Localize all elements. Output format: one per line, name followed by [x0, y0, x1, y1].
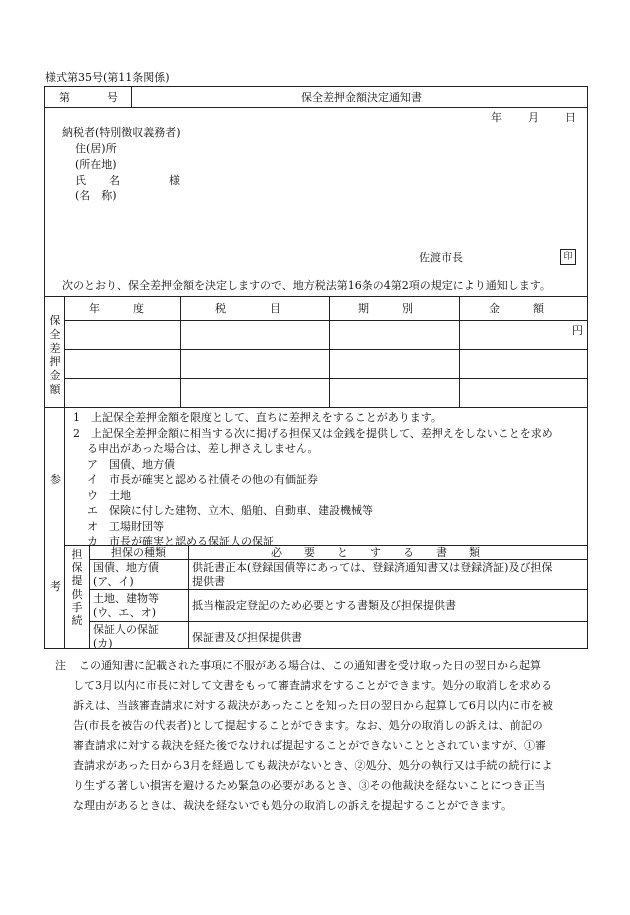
divider: [64, 378, 587, 379]
col-header-year: 年 度: [89, 302, 144, 315]
divider: [64, 349, 587, 350]
note-line: り生ずる著しい損害を避けるため緊急の必要があるとき、③その他裁決を経ないことにつき正当: [73, 779, 546, 792]
taxpayer-name-1: 氏: [75, 174, 86, 187]
notes-lead: 注: [55, 659, 66, 672]
intro-text: 次のとおり、保全差押金額を決定しますので、地方税法第16条の4第2項の規定により通知します。: [62, 279, 551, 292]
remarks-side-1: 参: [50, 473, 61, 486]
remarks-list: [73, 410, 553, 550]
remark-item: ウ 土地: [87, 488, 131, 502]
issuer-name: 佐渡市長: [419, 251, 463, 264]
proc-docs-3: 保証書及び担保提供書: [192, 631, 302, 644]
yen-unit: 円: [572, 324, 583, 337]
proc-type-2-codes: (ウ、エ、オ): [93, 606, 157, 619]
form-number: 様式第35号(第11条関係): [45, 71, 170, 84]
note-line: して3月以内に市長に対して文書をもって審査請求をすることができます。処分の取消しを求める: [73, 679, 553, 692]
divider: [45, 407, 587, 408]
col-header-period: 期 別: [358, 302, 413, 315]
divider: [64, 320, 587, 321]
remark-item: ア 国債、地方債: [87, 457, 175, 471]
remark-item: オ 工場財団等: [87, 519, 164, 533]
document-title: 保全差押金額決定通知書: [301, 91, 422, 104]
remark-item: 1 上記保全差押金額を限度として、直ちに差押えをすることがあります。: [73, 411, 442, 424]
proc-docs-2: 抵当権設定登記のため必要とする書類及び担保提供書: [192, 599, 456, 612]
date-year: 年: [491, 111, 502, 124]
proc-type-3-codes: (カ): [93, 637, 113, 650]
divider: [45, 107, 587, 108]
col-header-amount: 金 額: [489, 302, 544, 315]
divider: [131, 87, 132, 107]
divider: [89, 545, 90, 648]
remark-item: 2 上記保全差押金額に相当する次に掲げる担保又は金銭を提供して、差押えをしないことを求め: [73, 426, 553, 440]
date-day: 日: [565, 111, 576, 124]
proc-header-docs: 必 要 と す る 書 類: [271, 546, 480, 559]
taxpayer-address: 住(居)所: [75, 142, 117, 155]
divider: [64, 407, 65, 648]
taxpayer-title: (名 称): [75, 189, 117, 202]
number-label-second: 号: [107, 91, 118, 104]
seal-mark: 印: [560, 249, 576, 265]
divider: [89, 589, 587, 590]
proc-docs-1-cont: 提供書: [192, 575, 225, 588]
remark-item: イ 市長が確実と認める社債その他の有価証券: [87, 473, 318, 486]
proc-type-1: 国債、地方債: [93, 561, 159, 574]
notice-form: [44, 86, 588, 649]
divider: [64, 296, 65, 407]
proc-type-1-codes: (ア、イ): [93, 575, 134, 588]
divider: [89, 621, 587, 622]
proc-type-3: 保証人の保証: [93, 623, 159, 636]
number-label-first: 第: [59, 91, 70, 104]
proc-header-type: 担保の種類: [111, 546, 166, 559]
proc-docs-1: 供託書正本(登録国債等にあっては、登録済通知書又は登録済証)及び担保: [192, 561, 553, 574]
amount-side-label: 保 全 差 押 金 額: [49, 314, 61, 396]
taxpayer-location: (所在地): [75, 158, 117, 171]
divider: [180, 296, 181, 407]
date-month: 月: [528, 111, 539, 124]
divider: [329, 296, 330, 407]
procedure-side-label: 担 保 提 供 手 続: [71, 548, 83, 628]
divider: [45, 296, 587, 297]
note-line: 告(市長を被告の代表者)として提起することができます。なお、処分の取消しの訴えは、前記の: [73, 719, 543, 732]
remark-item: エ 保険に付した建物、立木、船舶、自動車、建設機械等: [87, 504, 373, 517]
divider: [459, 296, 460, 407]
note-line: 審査請求に対する裁決を経た後でなければ提起することができないこととされていますが、①審: [73, 739, 546, 752]
taxpayer-name-2: 名: [109, 174, 120, 187]
proc-type-2: 土地、建物等: [93, 592, 159, 605]
col-header-tax-item: 税 目: [215, 302, 281, 315]
note-line: この通知書に記載された事項に不服がある場合は、この通知書を受け取った日の翌日から起算: [79, 659, 541, 672]
taxpayer-label: 納税者(特別徴収義務者): [62, 126, 181, 139]
note-line: な理由があるときは、裁決を経ないでも処分の取消しの訴えを提起することができます。: [73, 799, 513, 812]
taxpayer-sama: 様: [169, 174, 180, 187]
note-line: 査請求があった日から3月を経過しても裁決がないとき、②処分、処分の執行又は手続の続行によ: [73, 759, 553, 772]
remark-item: カ 市長が確実と認める保証人の保証: [87, 535, 274, 548]
remark-item: る申出があった場合は、差し押さえしません。: [87, 442, 319, 455]
remarks-side-2: 考: [50, 580, 61, 593]
divider: [188, 545, 189, 648]
note-line: 訴えは、当該審査請求に対する裁決があったことを知った日の翌日から起算して6月以内に市を被: [73, 699, 553, 712]
